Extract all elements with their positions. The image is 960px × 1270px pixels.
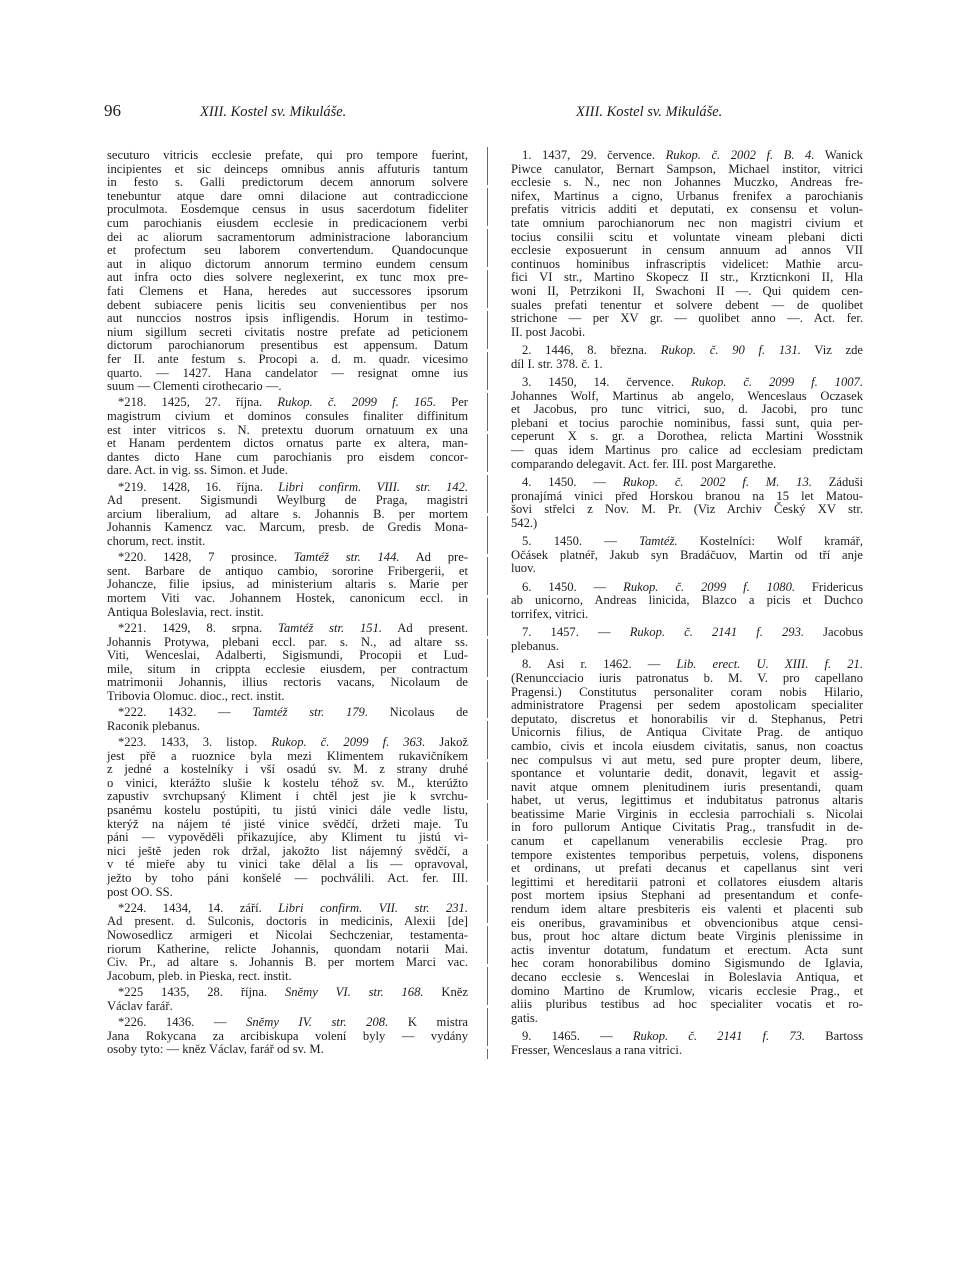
text-segment: 2. 1446, 8. března. xyxy=(522,343,661,358)
text-segment: Jakož xyxy=(425,735,468,750)
text-line xyxy=(107,736,468,750)
text-segment: 7. 1457. — xyxy=(522,625,630,640)
entry-paragraph xyxy=(107,902,468,984)
text-line: Viti, Wenceslai, Adalberti, Sigismundi, Procopii et Lud- xyxy=(107,648,468,663)
text-line: z jedné a kostelníky i vší osadú sv. M. z strany druhé xyxy=(107,762,468,777)
text-segment: 4. 1450. — xyxy=(522,475,623,490)
source-citation: Libri confirm. VII. str. 231. xyxy=(278,900,468,915)
text-line: mile, situm in crippta ecclesie eiusdem, per contractum xyxy=(107,661,468,676)
text-line: cambio, civis et incola eiusdem civitatis, sanus, non coactus xyxy=(511,738,863,753)
left-column xyxy=(107,149,468,1057)
running-head-right: XIII. Kostel sv. Mikuláše. xyxy=(576,104,723,120)
text-segment: *221. 1429, 8. srpna. xyxy=(118,620,278,635)
text-line: Johannis Protywa, plebani eccl. par. s. N., ad altare ss. xyxy=(107,634,468,649)
text-line: in festo s. Galli predictorum decem annorum solvere xyxy=(107,175,468,190)
text-segment: Ad pre- xyxy=(399,550,468,565)
text-line: gatis. xyxy=(511,1010,538,1025)
text-line: jest přě a ruoznice byla mezi Klimentem rukavičníkem xyxy=(107,748,468,763)
entry-paragraph xyxy=(107,481,468,549)
text-line: fer II. ante festum s. Procopi a. d. m. quadr. vicesimo xyxy=(107,351,468,366)
text-line: dei ac aliorum sacramentorum administracione laborancium xyxy=(107,229,468,244)
text-line: šovi střelci z Nov. M. Pr. (Viz Archiv Český XV str. xyxy=(511,502,863,517)
text-segment: Ad present. xyxy=(382,620,469,635)
text-line: psanému kostelu postúpiti, tu jistú vinici dále vedle listu, xyxy=(107,803,468,818)
text-line: torrifex, vitrici. xyxy=(511,606,589,621)
text-segment: Nicolaus de xyxy=(368,705,469,720)
text-line xyxy=(107,986,468,1000)
text-line: comparando delegavit. Act. fer. III. post Margarethe. xyxy=(511,456,777,471)
text-line: post mortem ipsius Stephani ad presentandum et confe- xyxy=(511,888,863,903)
entry-paragraph xyxy=(107,706,468,733)
text-line xyxy=(511,658,863,672)
text-line xyxy=(107,481,468,495)
text-line: nec compulsus vi aut metu, sed pure propter deum, libere, xyxy=(511,752,863,767)
text-line: in foro pullorum Antique Civitatis Prag., transfudit in de- xyxy=(511,820,863,835)
source-citation: Lib. erect. U. XIII. f. 21. xyxy=(676,657,863,672)
text-line: dictorum parochianorum presentibus est appensum. Datum xyxy=(107,338,468,353)
text-segment: 1. 1437, 29. července. xyxy=(522,148,666,162)
entry-paragraph xyxy=(511,626,863,653)
text-segment: Viz zde xyxy=(800,343,863,358)
text-line: et Jacobus, pro tunc vitrici, suo, d. Jacobi, pro tunc xyxy=(511,402,863,417)
text-segment: Bartoss xyxy=(805,1029,863,1044)
text-line: actis inventur dotatum, fundatum et erectum. Acta sunt xyxy=(511,942,863,957)
text-line: spontance et voluntarie dedit, donavit, legavit et assig- xyxy=(511,766,863,781)
source-citation: Tamtéž str. 144. xyxy=(293,550,400,565)
text-line: Johannis Kamencz vac. Marcum, presb. de Gredis Mona- xyxy=(107,520,468,535)
text-line: domino Martino de Krumlow, vicaris ecclesie Prag., et xyxy=(511,983,863,998)
source-citation: Rukop. č. 2002 f. M. 13. xyxy=(622,475,812,490)
text-line xyxy=(511,535,863,549)
text-line: dantes dicto Hane cum parochianis pro eisdem concor- xyxy=(107,449,468,464)
running-head-left: XIII. Kostel sv. Mikuláše. xyxy=(200,104,347,120)
text-line: Jacobum, pleb. in Pieska, rect. instit. xyxy=(107,968,292,983)
text-line: canum et capellanum venerabilis ecclesie Prag. pro xyxy=(511,834,863,849)
source-citation: Rukop. č. 90 f. 131. xyxy=(660,343,801,358)
text-line: rendum idem altare presbiteris eis valenti et placenti sub xyxy=(511,902,863,917)
entry-paragraph xyxy=(511,344,863,371)
text-line: bus, prout hoc altare dictum beate Virginis plenissime in xyxy=(511,929,863,944)
text-segment: 5. 1450. — xyxy=(522,534,640,549)
text-line xyxy=(511,344,863,358)
text-line: nici ještě jeden rok držal, jakožto list nájemný svědčí, a xyxy=(107,843,468,858)
text-line: tocius consilii scitu et voluntate vineam plebani dicti xyxy=(511,229,863,244)
text-line: ceperunt X s. gr. a Dorothea, relicta Martini Wosstnik xyxy=(511,429,863,444)
entry-paragraph xyxy=(511,535,863,576)
text-line: habet, ut verus, legittimus et indubitatus patronus altaris xyxy=(511,793,863,808)
text-line: eis oneribus, gravaminibus et obvencionibus atque censi- xyxy=(511,915,863,930)
text-line: ecclesie s. N., nec non Johannes Muczko, Andreas fre- xyxy=(511,175,863,190)
entry-paragraph xyxy=(107,986,468,1013)
text-segment: Per xyxy=(436,395,468,410)
text-line xyxy=(511,149,863,163)
text-segment: *226. 1436. — xyxy=(118,1015,247,1029)
text-line: Piwce canulator, Bernart Sampson, Michael institor, vitrici xyxy=(511,161,863,176)
text-line: beatissime Marie Virginis in ecclesia parrochiali s. Nicolai xyxy=(511,806,863,821)
text-segment: *220. 1428, 7 prosince. xyxy=(118,550,294,565)
text-line: fici VI str., Martino Skopecz II str., Krzticnkoni II, Hla xyxy=(511,270,863,285)
text-line: suales prefati tenentur et solvere debent — de quolibet xyxy=(511,297,863,312)
text-line: debent subiacere penis licitis seu convenientibus per nos xyxy=(107,297,468,312)
text-line: cum parochianis eiusdem ecclesie in predicacionem verbi xyxy=(107,215,468,230)
entry-paragraph xyxy=(511,1030,863,1057)
entry-paragraph xyxy=(107,1016,468,1057)
text-segment: Wanick xyxy=(814,148,863,162)
source-citation: Rukop. č. 2099 f. 165. xyxy=(277,395,437,410)
text-line: Jana Rokycana za arcibiskupa volení byly — vydány xyxy=(107,1028,468,1043)
text-segment: Jacobus xyxy=(804,625,864,640)
entry-paragraph xyxy=(107,622,468,704)
source-citation: Rukop. č. 2099 f. 1080. xyxy=(623,579,796,594)
text-line: sent. Barbare de antiquo cambio, sororine Fribergerii, et xyxy=(107,563,468,578)
text-line: suum — Clementi cirothecario —. xyxy=(107,379,282,394)
text-line: Antiqua Boleslavia, rect. instit. xyxy=(107,604,264,619)
text-line: woni II, Petrzikoni II, Swachoni II —. Qui quidem cen- xyxy=(511,283,863,298)
text-line: nifex, Martinus a cigno, Urbanus frenifex a parochianis xyxy=(511,188,863,203)
text-line: aut in aliquo dictorum annorum termino eundem censum xyxy=(107,256,468,271)
text-line xyxy=(107,396,468,410)
source-citation: Tamtéž str. 179. xyxy=(252,705,368,720)
text-segment: *219. 1428, 16. října. xyxy=(118,479,279,494)
text-line: arcium liberalium, ad altare s. Johannis B. per mortem xyxy=(107,506,468,521)
column-rule xyxy=(487,147,488,1059)
text-line xyxy=(511,1030,863,1044)
text-line xyxy=(107,706,468,720)
text-line: legittimi et hereditarii patroni et collatores eiusdem altaris xyxy=(511,874,863,889)
text-line: zapustiv svrchupsaný Kliment i chtěl jest jie k svrchu- xyxy=(107,789,468,804)
text-line: chorum, rect. instit. xyxy=(107,534,206,548)
text-line: matrimonii Johannis, illius rectoris vacans, Nicolaum de xyxy=(107,675,468,690)
text-line: páni — vypověděli přikazujíce, aby Kliment tu jistú vi- xyxy=(107,830,468,845)
text-line: prefatis vitricis additi et deputati, ex consensu et volun- xyxy=(511,202,863,217)
text-line: — quas idem Martinus pro calice ad ecclesiam predictam xyxy=(511,443,863,458)
text-line xyxy=(107,902,468,916)
text-line: deputato, discretus et honorabilis vir d. Stephanus, Petri xyxy=(511,711,863,726)
text-line: mortem Viti vac. Johannem Hostek, canonicum eccl. in xyxy=(107,591,468,606)
text-line xyxy=(511,581,863,595)
page-number: 96 xyxy=(104,101,121,120)
text-segment: *225 1435, 28. října. xyxy=(118,985,285,1000)
text-line: quarto. — 1427. Hana candelator — resignat omne ius xyxy=(107,365,468,380)
text-line: Tribovia Olomuc. dioc., rect. instit. xyxy=(107,688,285,703)
text-line: et ordinans, ut prefati decanus et capellanus sint veri xyxy=(511,861,863,876)
text-line: Očásek platnéř, Jakub syn Bradáčuov, Martin od tří anje xyxy=(511,547,863,562)
source-citation: Rukop. č. 2099 f. 1007. xyxy=(691,375,863,390)
text-segment: *222. 1432. — xyxy=(118,705,253,720)
text-segment: Fridericus xyxy=(795,579,863,594)
text-line: (Renuncciacio iuris patronatus b. M. V. pro capellano xyxy=(511,670,863,685)
text-segment: K mistra xyxy=(388,1015,468,1029)
text-line: díl I. str. 378. č. 1. xyxy=(511,356,603,371)
right-column xyxy=(511,149,863,1057)
text-segment: 6. 1450. — xyxy=(522,579,624,594)
text-line xyxy=(107,622,468,636)
text-line: magistrum civium et dominos consules finaliter diffinitum xyxy=(107,408,468,423)
source-citation: Rukop. č. 2141 f. 73. xyxy=(632,1029,806,1044)
text-line: Civ. Pr., ad altare s. Johannis B. per mortem Marci vac. xyxy=(107,955,468,970)
text-line xyxy=(511,626,863,640)
text-line: dare. Act. in vig. ss. Simon. et Jude. xyxy=(107,463,288,478)
entry-paragraph xyxy=(107,551,468,619)
text-line: plebani et tocius parochie nominibus, fassi sunt, quia per- xyxy=(511,415,863,430)
text-segment: 3. 1450, 14. července. xyxy=(522,375,692,390)
text-segment: Kostelníci: Wolf kramář, xyxy=(677,534,863,549)
text-segment: *218. 1425, 27. října. xyxy=(118,395,278,410)
text-segment: Záduši xyxy=(811,475,863,490)
text-line: Fresser, Wenceslaus a rana vitrici. xyxy=(511,1042,682,1057)
text-line: Pragensi.) Constitutus personaliter coram nobis Hilario, xyxy=(511,684,863,699)
text-line: nium sigillum secreti civitatis nostre prefate ad peticionem xyxy=(107,324,468,339)
source-citation: Sněmy IV. str. 208. xyxy=(246,1015,389,1029)
text-line: Unicornis filius, de Antiqua Civitate Prag. de antiquo xyxy=(511,725,863,740)
text-line: ecclesie exposuerunt in censum annuum ad annos VII xyxy=(511,243,863,258)
text-line xyxy=(107,1016,468,1030)
text-line: strichone — per XV gr. — quolibet anno —. Act. fer. xyxy=(511,311,863,326)
text-segment: *223. 1433, 3. listop. xyxy=(118,735,272,750)
text-line: osoby tyto: — kněz Václav, farář od sv. M. xyxy=(107,1042,324,1057)
text-line: fati Clemens et Hana, heredes aut successores ipsorum xyxy=(107,283,468,298)
text-line xyxy=(511,476,863,490)
text-line: hec coram honorabilibus domino Sigismundo de Iglavia, xyxy=(511,956,863,971)
text-line: 542.) xyxy=(511,515,538,530)
text-line: Nowosedlicz armigeri et Nicolai Sechczeniar, testamenta- xyxy=(107,928,468,943)
entry-paragraph xyxy=(107,396,468,478)
text-line: ježto by toho páni konšelé — pochválili. Act. fer. III. xyxy=(107,871,468,885)
text-line: Ad present. d. Sulconis, doctoris in medicinis, Alexii [de] xyxy=(107,914,468,929)
text-line: plebanus. xyxy=(511,638,559,653)
text-line: navit atque omnem plenitudinem iuris presentandi, quam xyxy=(511,779,863,794)
source-citation: Rukop. č. 2099 f. 363. xyxy=(271,735,426,750)
text-line: incipientes et sic deinceps omnibus annis affuturis tantum xyxy=(107,161,468,176)
entry-paragraph xyxy=(511,658,863,1025)
text-line: Johannes Wolf, Martinus ab angelo, Wenceslaus Oczasek xyxy=(511,388,863,403)
text-line: et Hanam perdentem dictos ornatus parte ex altera, man- xyxy=(107,436,468,451)
text-line: proculmota. Eosdemque census in usus sacerdotum fideliter xyxy=(107,202,468,217)
text-line: Václav farář. xyxy=(107,998,173,1013)
entry-paragraph xyxy=(107,736,468,899)
text-line: decano ecclesie s. Wenceslai in Boleslavia Antiqua, et xyxy=(511,970,863,985)
text-line: o vinici, kterážto slušie k kostelu téhož sv. M., kterúžto xyxy=(107,775,468,790)
text-line: v té mieře aby tu vinici take dělal a lis — opravoval, xyxy=(107,857,468,872)
entry-paragraph xyxy=(511,376,863,471)
text-line: aut nunccios nostros ipsis infligendis. Horum in testimo- xyxy=(107,311,468,326)
text-segment: 9. 1465. — xyxy=(522,1029,633,1044)
source-citation: Sněmy VI. str. 168. xyxy=(284,985,424,1000)
text-line: kterýž na nájem té jisté vinice svědčí, držeti maje. Tu xyxy=(107,816,468,831)
text-line: est inter vitricos s. N. pretextu duorum ornatuum ex una xyxy=(107,422,468,437)
source-citation: Libri confirm. VIII. str. 142. xyxy=(278,479,468,494)
entry-paragraph xyxy=(511,476,863,530)
text-line: Johancze, filie ipsius, ad ministerium altaris s. Marie per xyxy=(107,577,468,592)
text-line: II. post Jacobi. xyxy=(511,324,586,339)
text-line: tenebuntur atque dare omni dilacione aut contradiccione xyxy=(107,188,468,203)
text-segment: Kněz xyxy=(423,985,468,1000)
text-line xyxy=(511,376,863,390)
entry-paragraph xyxy=(107,149,468,394)
text-line: tempore existentes temporibus perpetuis, volens, disponens xyxy=(511,847,863,862)
text-segment: 8. Asi r. 1462. — xyxy=(522,657,677,672)
text-line: Raconik plebanus. xyxy=(107,718,201,733)
text-line: secuturo vitricis ecclesie prefate, qui pro tempore fuerint, xyxy=(107,148,468,162)
text-line: aliis pluribus testibus ad hoc specialiter vocatis et ro- xyxy=(511,997,863,1012)
source-citation: Tamtéž. xyxy=(639,534,678,549)
entry-paragraph xyxy=(511,581,863,622)
text-line: luov. xyxy=(511,561,536,576)
source-citation: Rukop. č. 2002 f. B. 4. xyxy=(665,148,815,162)
text-line: administratore Pragensi per sedem apostolicam specialiter xyxy=(511,698,863,713)
source-citation: Tamtéž str. 151. xyxy=(278,620,383,635)
text-segment: *224. 1434, 14. září. xyxy=(118,900,279,915)
entry-paragraph xyxy=(511,149,863,339)
text-line: ab unicorno, Andreas linicida, Blazco a picis et Duchco xyxy=(511,593,863,608)
source-citation: Rukop. č. 2141 f. 293. xyxy=(629,625,805,640)
text-line: tate omnium parochianorum nec non magistri civium et xyxy=(511,215,863,230)
text-line: Ad present. Sigismundi Weylburg de Praga, magistri xyxy=(107,493,468,508)
text-line: riorum Katherine, relicte Johannis, quondam notarii Mai. xyxy=(107,941,468,956)
text-line: et profectum seu laborem convertendum. Quandocunque xyxy=(107,243,468,258)
text-line: continuos hominibus infrascriptis videlicet: Mathie arcu- xyxy=(511,256,863,271)
text-line: aut infra octo dies solvere neglexerint, ex tunc mox pre- xyxy=(107,270,468,285)
text-line xyxy=(107,551,468,565)
text-line: post OO. SS. xyxy=(107,884,173,899)
text-line: pronajímá vinici před Horskou branou na 15 let Matou- xyxy=(511,488,863,503)
